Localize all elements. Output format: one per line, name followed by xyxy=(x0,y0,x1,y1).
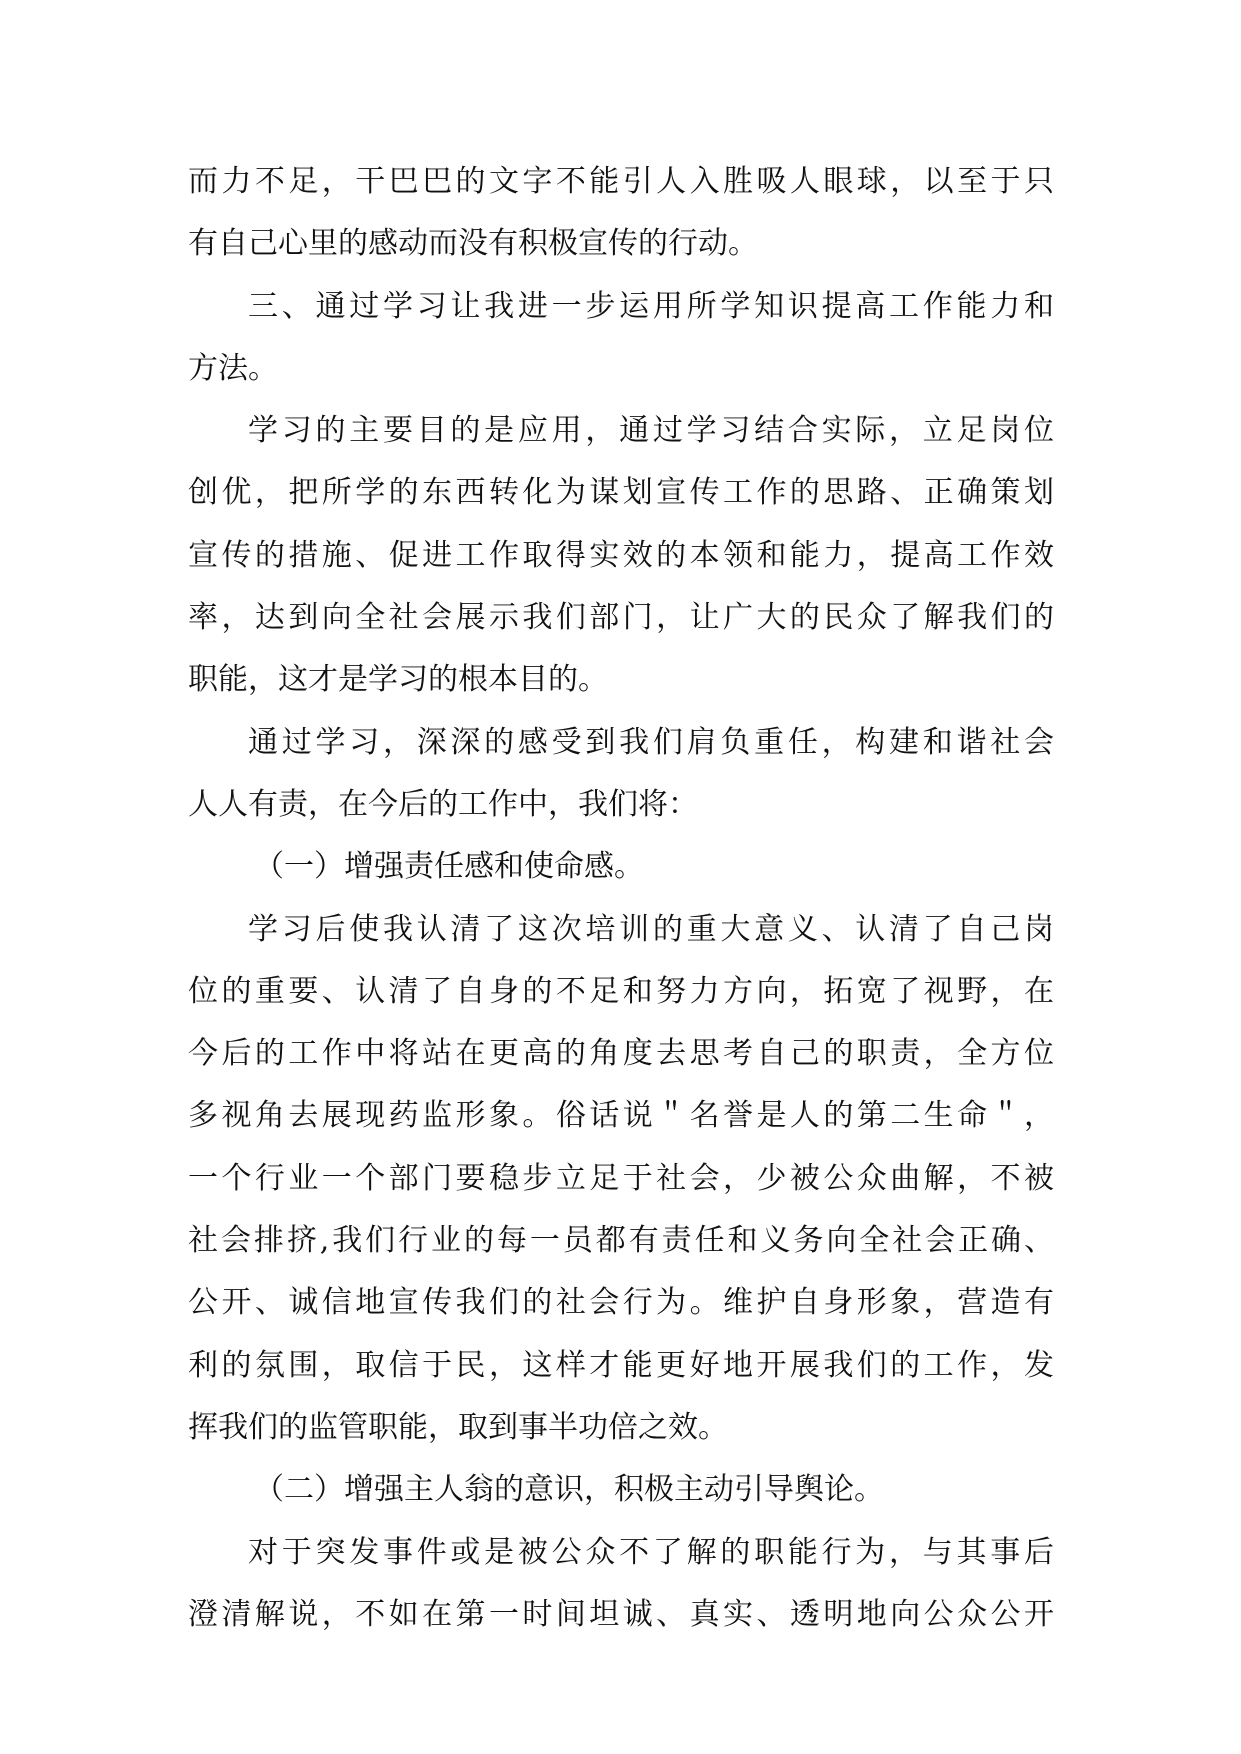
body-line: 挥我们的监管职能，取到事半功倍之效。 xyxy=(188,1409,728,1445)
body-line: 利的氛围，取信于民，这样才能更好地开展我们的工作，发 xyxy=(188,1347,1054,1383)
body-line: 一个行业一个部门要稳步立足于社会，少被公众曲解，不被 xyxy=(188,1160,1054,1196)
body-line: 公开、诚信地宣传我们的社会行为。维护自身形象，营造有 xyxy=(188,1285,1054,1321)
paragraph-start: 对于突发事件或是被公众不了解的职能行为，与其事后 xyxy=(248,1534,1054,1570)
body-line: 宣传的措施、促进工作取得实效的本领和能力，提高工作效 xyxy=(188,537,1054,573)
body-line: 多视角去展现药监形象。俗话说＂名誉是人的第二生命＂， xyxy=(188,1098,1054,1134)
body-line: 创优，把所学的东西转化为谋划宣传工作的思路、正确策划 xyxy=(188,475,1054,511)
section-heading: 三、通过学习让我进一步运用所学知识提高工作能力和 xyxy=(248,288,1054,324)
section-heading-continuation: 方法。 xyxy=(188,350,278,386)
paragraph-start: 学习的主要目的是应用，通过学习结合实际，立足岗位 xyxy=(248,413,1054,449)
body-line: 今后的工作中将站在更高的角度去思考自己的职责，全方位 xyxy=(188,1036,1054,1072)
document-body xyxy=(188,162,1054,1657)
body-line: 社会排挤,我们行业的每一员都有责任和义务向全社会正确、 xyxy=(188,1223,1054,1259)
body-line: 人人有责，在今后的工作中，我们将： xyxy=(188,786,698,822)
body-line: 位的重要、认清了自身的不足和努力方向，拓宽了视野，在 xyxy=(188,973,1054,1009)
paragraph-start: 通过学习，深深的感受到我们肩负重任，构建和谐社会 xyxy=(248,724,1054,760)
body-line: 职能，这才是学习的根本目的。 xyxy=(188,662,608,698)
body-line: 率，达到向全社会展示我们部门，让广大的民众了解我们的 xyxy=(188,600,1054,636)
body-line: 澄清解说，不如在第一时间坦诚、真实、透明地向公众公开 xyxy=(188,1596,1054,1632)
body-line: 有自己心里的感动而没有积极宣传的行动。 xyxy=(188,226,758,262)
body-line: 而力不足，干巴巴的文字不能引人入胜吸人眼球，以至于只 xyxy=(188,164,1054,199)
paragraph-start: 学习后使我认清了这次培训的重大意义、认清了自己岗 xyxy=(248,911,1054,947)
subsection-heading: （二）增强主人翁的意识，积极主动引导舆论。 xyxy=(254,1472,884,1508)
subsection-heading: （一）增强责任感和使命感。 xyxy=(254,849,644,885)
